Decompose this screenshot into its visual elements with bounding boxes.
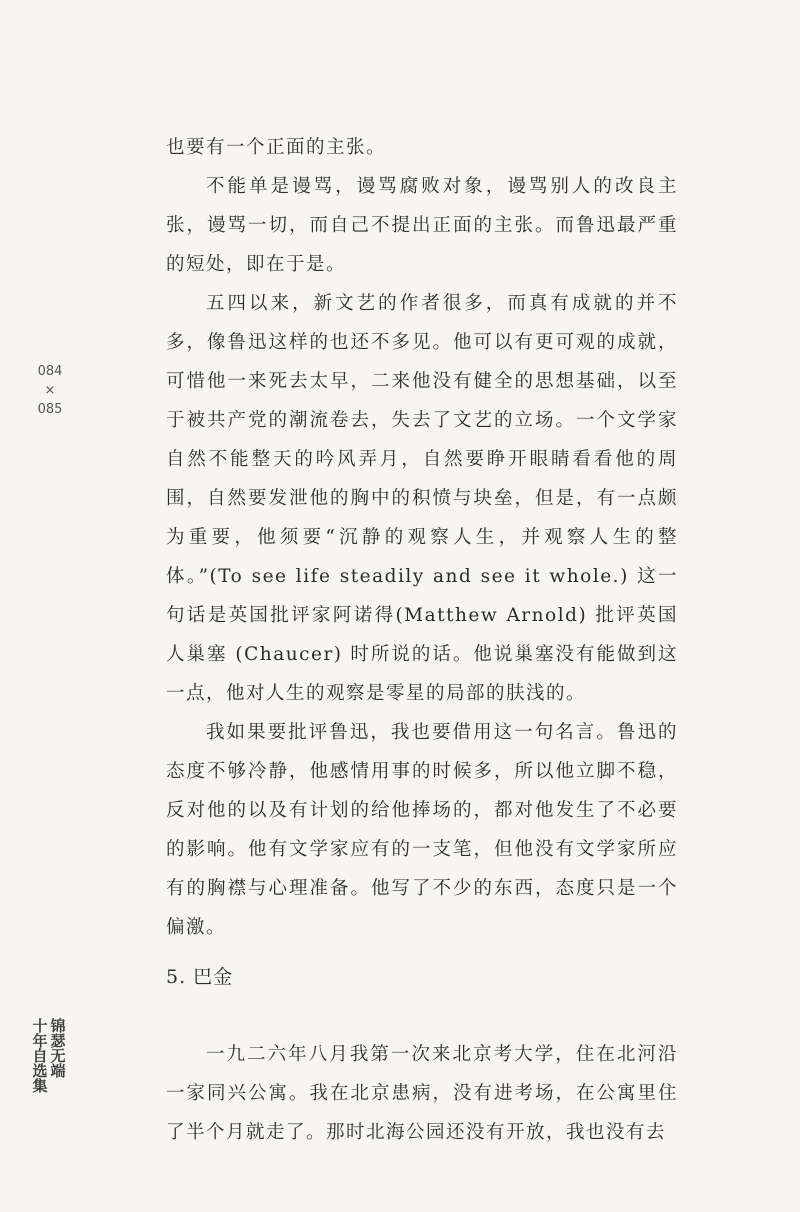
page-numbers [30, 362, 70, 419]
page-number-separator: × [44, 383, 56, 398]
book-subtitle: 十年自选集 [30, 1018, 49, 1093]
book-title: 锦瑟无端 [48, 1018, 67, 1078]
paragraph: 不能单是谩骂，谩骂腐败对象，谩骂别人的改良主张，谩骂一切，而自己不提出正面的主张。而鲁迅最严重的短处，即在于是。 [166, 176, 678, 275]
paragraph: 一九二六年八月我第一次来北京考大学，住在北河沿一家同兴公寓。我在北京患病，没有进考场，在公寓里住了半个月就走了。那时北海公园还没有开放，我也没有去 [166, 1044, 678, 1143]
paragraph: 五四以来，新文艺的作者很多，而真有成就的并不多，像鲁迅这样的也还不多见。他可以有更可观的成就，可惜他一来死去太早，二来他没有健全的思想基础，以至于被共产党的潮流卷去，失去了文艺的立场。一个文学家自然不能整天的吟风弄月，自然要睁开眼睛看看他的周围，自然要发泄他的胸中的积愤与块垒，但是，有一点颇为重要，他须要“沉静的观察人生，并观察人生的整体。”(To see life steadily and see it whole.) 这一句话是英国批评家阿诺得(Matthew Arnold) 批评英国人巢塞 (Chaucer) 时所说的话。他说巢塞没有能做到这一点，他对人生的观察是零星的局部的肤浅的。 [166, 293, 678, 704]
page-number-right: 085 [37, 402, 63, 417]
paragraph-continuation: 也要有一个正面的主张。 [166, 137, 387, 158]
paragraph: 我如果要批评鲁迅，我也要借用这一句名言。鲁迅的态度不够冷静，他感情用事的时候多，所以他立脚不稳，反对他的以及有计划的给他捧场的，都对他发生了不必要的影响。他有文学家应有的一支笔，但他没有文学家所应有的胸襟与心理准备。他写了不少的东西，态度只是一个偏激。 [166, 722, 678, 938]
section-body [166, 1035, 678, 1152]
section-heading: 5. 巴金 [166, 966, 234, 988]
page-number-left: 084 [37, 364, 63, 379]
body-text [166, 128, 678, 947]
running-title [30, 1018, 66, 1093]
